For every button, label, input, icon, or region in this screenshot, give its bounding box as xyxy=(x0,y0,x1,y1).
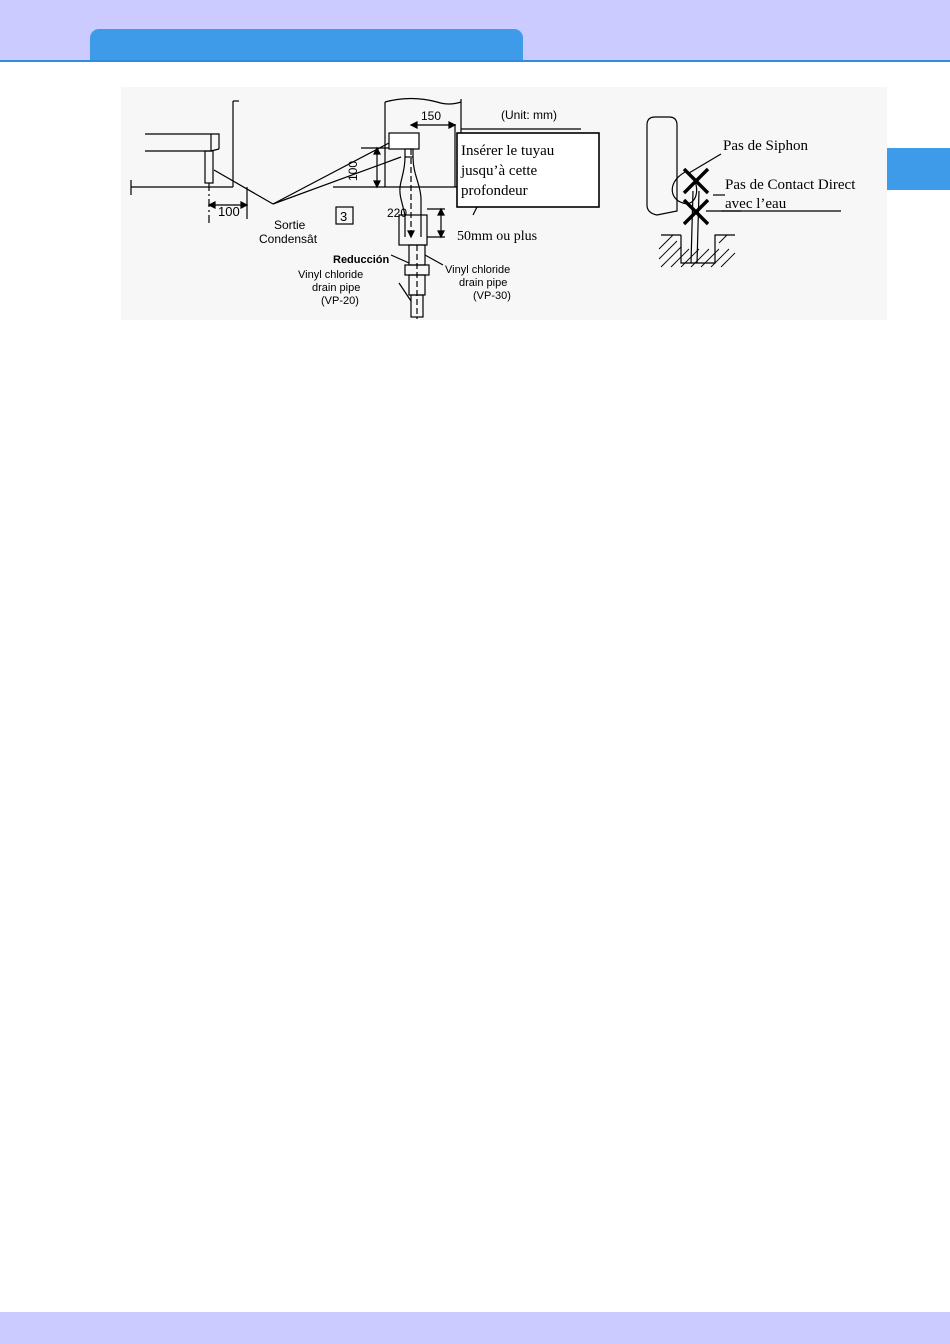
dim-height-label: 100 xyxy=(346,160,360,181)
min-depth-note: 50mm ou plus xyxy=(457,229,538,244)
pipe-left-label-3: (VP-20) xyxy=(321,295,359,307)
insert-note-3: profondeur xyxy=(461,183,528,199)
pipe-left-label-2: drain pipe xyxy=(312,282,361,294)
left-unit-drawing xyxy=(131,101,401,225)
reducer-label: Reducción xyxy=(333,254,390,266)
no-contact-label-1: Pas de Contact Direct xyxy=(725,177,856,193)
condensate-label-2: Condensât xyxy=(259,232,318,246)
dim-width-label: 150 xyxy=(421,109,442,123)
pipe-right-label-1: Vinyl chloride xyxy=(445,264,511,276)
unit-note: (Unit: mm) xyxy=(501,108,557,122)
no-trap-label: Pas de Siphon xyxy=(723,138,809,154)
insert-note-1: Insérer le tuyau xyxy=(461,143,555,159)
pipe-right-label-2: drain pipe xyxy=(459,277,508,289)
dim-depth-label: 220 xyxy=(387,206,408,220)
pipe-left-label-1: Vinyl chloride xyxy=(298,269,364,281)
drain-diagram xyxy=(121,87,887,320)
footer-band xyxy=(0,1312,950,1344)
pipe-right-label-3: (VP-30) xyxy=(473,290,511,302)
header-tab xyxy=(90,29,523,61)
no-contact-label-2: avec l’eau xyxy=(725,196,787,212)
callout-number: 3 xyxy=(340,209,348,224)
insert-note-2: jusqu’à cette xyxy=(461,163,538,179)
condensate-label-1: Sortie xyxy=(274,218,306,232)
header-rule xyxy=(0,60,950,62)
section-side-tab xyxy=(887,148,950,190)
drain-installation-figure xyxy=(121,87,887,320)
left-dim-label: 100 xyxy=(218,204,240,219)
